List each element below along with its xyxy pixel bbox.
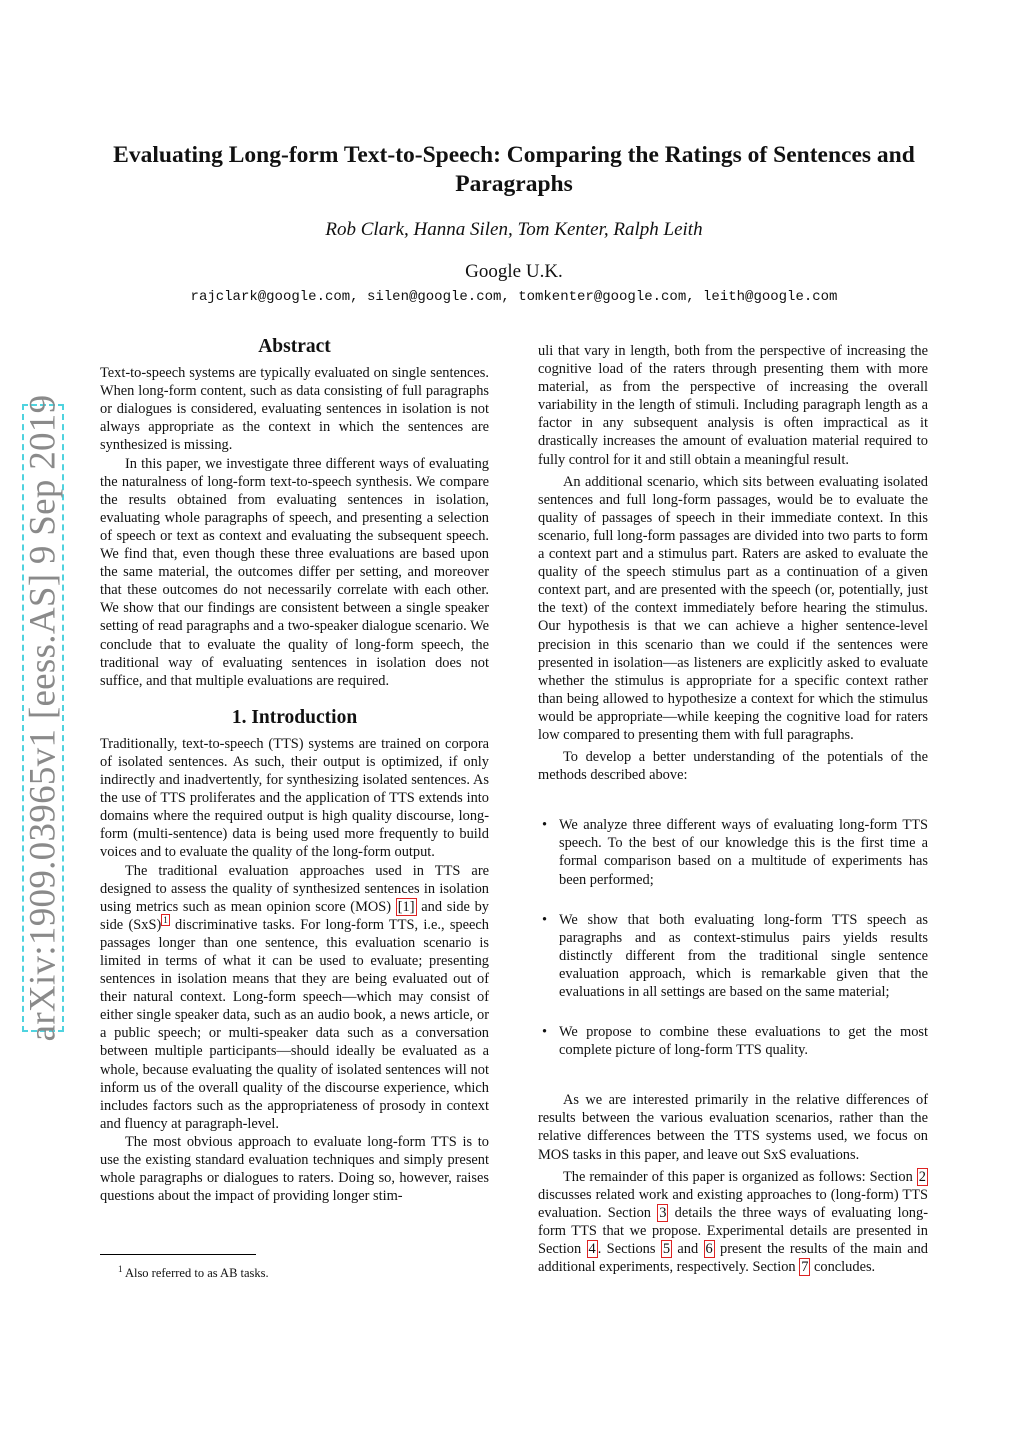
right-paragraph-3: To develop a better understanding of the potentials of the methods described above: (538, 749, 928, 784)
paper-title: Evaluating Long-form Text-to-Speech: Comparing the Ratings of Sentences and Paragraphs (113, 142, 915, 197)
outline-text-3: details the three ways of evaluating long-form TTS that we propose. Experimental details are presented in Section (538, 1204, 928, 1258)
footnote-rule (100, 1254, 256, 1255)
contribution-text: We analyze three different ways of evaluating long-form TTS speech. To the best of our knowledge this is the first time a formal comparison based on a multitude of experiments has been performed; (559, 817, 928, 888)
intro-p2-text-b: and side by side (SxS) (100, 898, 489, 933)
footnote-mark: 1 (118, 1264, 123, 1274)
section-link-3[interactable]: 3 (659, 1204, 667, 1221)
contribution-text: We propose to combine these evaluations to get the most complete picture of long-form TTS quality. (559, 1024, 928, 1059)
right-column (538, 342, 928, 1276)
section-link-2[interactable]: 2 (918, 1168, 926, 1185)
bullet-marker: • (542, 1024, 548, 1041)
contribution-item (538, 911, 928, 1001)
intro-paragraph-2 (100, 862, 489, 1133)
right-paragraph-2: An additional scenario, which sits between evaluating isolated sentences and full long-form passages, would be to evaluate the quality of passages of speech in their immediate context. In this scenario, full long-form passages are divided into two parts to form a context part and a stimulus part. Raters are asked to evaluate the quality of the speech stimulus part as a continuation of a given context part, and are presented with the speech (or, potentially, just the text) of the context immediately before hearing the stimulus. Our hypothesis is that we can achieve a higher sentence-level precision in this scenario than we could if the sentences were presented in isolation—as listeners are explicitly asked to evaluate whether the stimulus is appropriate for a specific context rather than being allowed to hypothesize a context for which the stimulus would be appropriate—while keeping the cognitive load for raters low compared to presenting them with full paragraphs. (538, 473, 928, 743)
outline-text-6: present the results of the main and additional experiments, respectively. Section (538, 1241, 929, 1276)
contribution-item (538, 1023, 928, 1059)
outline-text-7: concludes. (810, 1259, 876, 1276)
author-list: Rob Clark, Hanna Silen, Tom Kenter, Ralph Leith (325, 219, 703, 240)
intro-paragraph-1: Traditionally, text-to-speech (TTS) systems are trained on corpora of isolated sentences. As such, their output is optimized, if only indirectly and inadvertently, for synthesizing isolated sentences. As the use of TTS proliferates and the application of TTS extends into domains where the required output is high quality discourse, long-form (multi-sentence) data is being used more frequently to build voices and to evaluate the quality of the long-form output. (100, 735, 489, 861)
bullet-marker: • (542, 911, 548, 928)
author-emails: rajclark@google.com, silen@google.com, tomkenter@google.com, leith@google.com (190, 289, 838, 305)
footnote-link-1[interactable]: 1 (163, 915, 168, 926)
right-paragraph-5 (538, 1168, 928, 1277)
outline-text-2: discusses related work and existing approaches to (long-form) TTS evaluation. Section (538, 1186, 928, 1221)
intro-paragraph-3: The most obvious approach to evaluate long-form TTS is to use the existing standard evaluation techniques and simply present whole paragraphs or dialogues to raters. Doing so, however, raises questions about the impact of providing longer stim- (100, 1133, 489, 1205)
footnote-text: Also referred to as AB tasks. (124, 1266, 269, 1281)
arxiv-identifier[interactable]: arXiv:1909.03965v1 [eess.AS] 9 Sep 2019 (22, 394, 64, 1042)
section-link-4[interactable]: 4 (588, 1241, 596, 1258)
outline-text-5: and (672, 1241, 704, 1258)
outline-text-4: . Sections (597, 1241, 661, 1258)
left-column (100, 338, 489, 1205)
contribution-text: We show that both evaluating long-form TTS speech as paragraphs and as context-stimulus pairs yields results distinctly different from the traditional single sentence evaluation approach, which is remarkable given that the evaluations in all settings are based on the same material; (559, 911, 928, 1000)
affiliation: Google U.K. (465, 261, 563, 282)
abstract-paragraph-1: Text-to-speech systems are typically evaluated on single sentences. When long-form content, such as data consisting of full paragraphs or dialogues is considered, evaluating sentences in isolation is not always appropriate as the context in which the sentences are synthesized is missing. (100, 365, 489, 454)
section-link-5[interactable]: 5 (662, 1241, 671, 1258)
outline-text-1: The remainder of this paper is organized as follows: Section (563, 1168, 917, 1185)
section-link-6[interactable]: 6 (705, 1241, 713, 1258)
introduction-heading: 1. Introduction (231, 706, 358, 728)
section-link-7[interactable]: 7 (801, 1259, 809, 1276)
citation-link-1[interactable]: [1] (397, 898, 415, 915)
right-paragraph-1: uli that vary in length, both from the perspective of increasing the cognitive load of the raters through presenting them with more material, as from the perspective of increasing the overall variability in the length of stimuli. Including paragraph length as a factor in any subsequent analysis is often impractical as it drastically increases the amount of evaluation material required to fully control for it and still obtain a meaningful result. (538, 343, 928, 468)
footnote (100, 1262, 480, 1281)
intro-p2-text-a: The traditional evaluation approaches used in TTS are designed to assess the quality of synthesized sentences in isolation using metrics such as mean opinion score (MOS) (100, 862, 489, 915)
right-paragraph-4: As we are interested primarily in the relative differences of results between the various evaluation scenarios, rather than the relative differences between the TTS systems used, we focus on MOS tasks in this paper, and leave out SxS evaluations. (538, 1092, 928, 1163)
abstract-paragraph-2: In this paper, we investigate three different ways of evaluating the naturalness of long-form text-to-speech synthesis. We compare the results obtained from evaluating sentences in isolation, evaluating whole paragraphs of speech, and presenting a selection of speech or text as context and evaluating the subsequent speech. We find that, even though these three evaluations are based upon the same material, the outcomes differ per setting, and moreover that these outcomes do not necessarily correlate with each other. We show that our findings are consistent between a single speaker setting of read paragraphs and a two-speaker dialogue scenario. We conclude that to evaluate the quality of long-form speech, the traditional way of evaluating sentences in isolation does not suffice, and that multiple evaluations are required. (100, 455, 489, 689)
contribution-item (538, 816, 928, 888)
bullet-marker: • (542, 817, 548, 834)
intro-p2-text-c: discriminative tasks. For long-form TTS, i.e., speech passages longer than one sentence, this evaluation scenario is limited in terms of what it can be used to evaluate; presenting sentences in isolation means that they are being evaluated out of their natural context. Long-form speech—which may consist of either single speaker data, such as an audio book, a news article, or a public speech; or multi-speaker data such as a conversation between multiple participants—should ideally be evaluated as a whole, because evaluating the quality of isolated sentences will not inform us of the overall quality of the discourse experience, which includes factors such as the appropriateness of prosody in context and fluency at paragraph-level. (100, 916, 489, 1132)
contribution-list (538, 816, 928, 1059)
abstract-heading: Abstract (258, 336, 331, 357)
